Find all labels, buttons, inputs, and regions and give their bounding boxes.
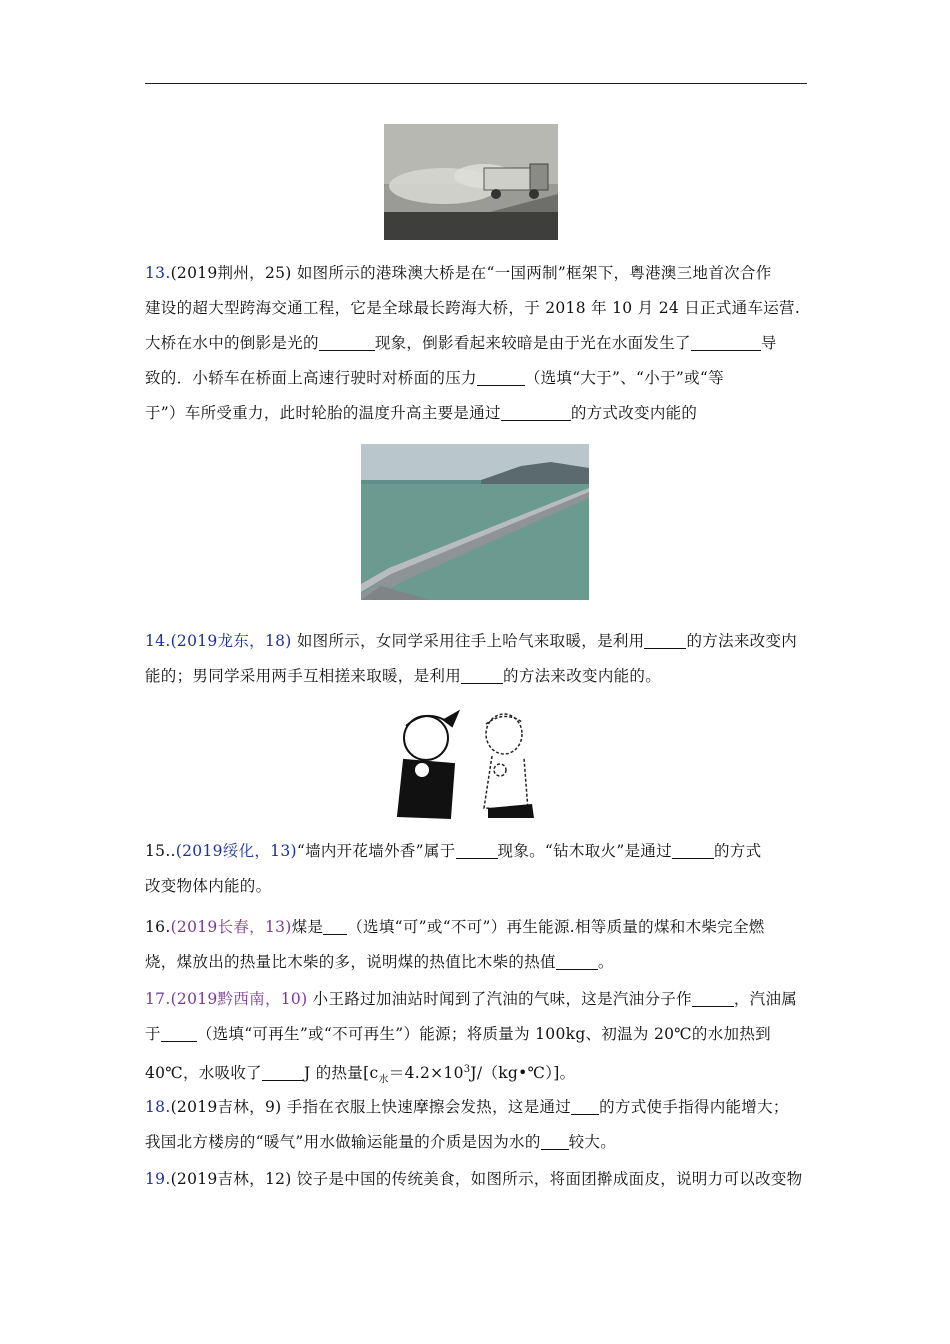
q17-text-3a: 40℃，水吸收了 [145, 1064, 262, 1083]
q18-text-2b: 较大。 [568, 1133, 617, 1151]
q13-line-3 [145, 326, 810, 361]
q16-text-1a: 煤是 [291, 918, 324, 936]
q16-blank-2[interactable] [556, 951, 598, 970]
q13-blank-2[interactable] [691, 332, 761, 351]
question-13 [145, 256, 810, 431]
q13-text-1: 如图所示的港珠澳大桥是在“一国两制”框架下，粤港澳三地首次合作 [296, 264, 772, 282]
question-16 [145, 910, 810, 980]
q14-blank-2[interactable] [461, 665, 503, 684]
q15-blank-2[interactable] [672, 840, 714, 859]
q17-text-2a: 于 [145, 1025, 161, 1043]
q17-text-3c: ＝4.2×10 [388, 1064, 464, 1083]
q13-line-5 [145, 396, 810, 431]
q15-number: 15.. [145, 842, 176, 860]
q16-text-1b: （选填“可”或“不可”）再生能源.相等质量的煤和木柴完全燃 [347, 918, 765, 936]
q18-text-1a: 手指在衣服上快速摩擦会发热，这是通过 [286, 1098, 572, 1116]
q17-line-2 [145, 1017, 810, 1052]
q15-line-2: 改变物体内能的。 [145, 877, 272, 895]
q17-superscript: 3 [463, 1064, 471, 1075]
question-19 [145, 1162, 810, 1197]
q18-source: (2019吉林，9) [170, 1098, 282, 1116]
q13-blank-4[interactable] [501, 402, 571, 421]
q17-number: 17. [145, 990, 171, 1008]
spray-truck-photo [384, 124, 558, 240]
q13-blank-3[interactable] [477, 367, 525, 386]
q15-text-1c: 的方式 [713, 842, 762, 860]
question-18 [145, 1090, 810, 1160]
q17-line-1 [145, 982, 810, 1017]
q18-number: 18. [145, 1098, 171, 1116]
q14-line-1 [145, 624, 810, 659]
q14-text-2a: 能的；男同学采用两手互相搓来取暖，是利用 [145, 667, 462, 685]
q16-line-2 [145, 945, 810, 980]
q15-line-1 [145, 834, 810, 869]
q16-number: 16. [145, 918, 171, 936]
q14-text-2b: 的方法来改变内能的。 [503, 667, 662, 685]
q17-blank-2[interactable] [161, 1023, 197, 1042]
q13-text-4a: 致的．小轿车在桥面上高速行驶时对桥面的压力 [145, 369, 477, 387]
q14-line-2 [145, 659, 810, 694]
q18-text-2a: 我国北方楼房的“暖气”用水做输运能量的介质是因为水的 [145, 1133, 541, 1151]
q13-line-2: 建设的超大型跨海交通工程，它是全球最长跨海大桥，于 2018 年 10 月 24 日正式通车运营. [145, 299, 801, 317]
header-rule [145, 83, 807, 84]
q13-text-4b: （选填“大于”、“小于”或“等 [524, 369, 724, 387]
q17-subscript: 水 [378, 1074, 389, 1086]
q17-text-2b: （选填“可再生”或“不可再生”）能源；将质量为 100kg、初温为 20℃的水加热到 [196, 1025, 771, 1043]
q13-text-3b: 现象，倒影看起来较暗是由于光在水面发生了 [374, 334, 691, 352]
q16-blank-1[interactable] [323, 916, 347, 935]
q19-text-1: 饺子是中国的传统美食，如图所示，将面团擀成面皮，说明力可以改变物 [296, 1170, 803, 1188]
q13-blank-1[interactable] [319, 332, 375, 351]
students-cartoon [392, 708, 552, 820]
q13-text-3c: 导 [760, 334, 777, 352]
q13-text-5a: 于”）车所受重力，此时轮胎的温度升高主要是通过 [145, 404, 501, 422]
q13-source: (2019荆州，25) [170, 264, 292, 282]
question-17 [145, 982, 810, 1097]
q15-blank-1[interactable] [456, 840, 498, 859]
q16-text-2b: 。 [597, 953, 614, 971]
q14-text-1b: 的方法来改变内 [686, 632, 798, 650]
q18-blank-2[interactable] [541, 1131, 569, 1150]
q19-line-1 [145, 1162, 810, 1197]
q19-number: 19. [145, 1170, 171, 1188]
q13-text-5b: 的方式改变内能的 [570, 404, 698, 422]
bridge-photo [361, 444, 589, 600]
q14-source: (2019龙东，18) [170, 632, 292, 650]
q13-number: 13. [145, 264, 171, 282]
q17-blank-1[interactable] [692, 988, 734, 1007]
q17-text-3b: J 的热量[c [303, 1064, 379, 1083]
q18-blank-1[interactable] [571, 1096, 599, 1115]
q17-text-1a: 小王路过加油站时闻到了汽油的气味，这是汽油分子作 [312, 990, 692, 1008]
q18-line-2 [145, 1125, 810, 1160]
q14-blank-1[interactable] [644, 630, 686, 649]
q18-text-1b: 的方式使手指得内能增大； [599, 1098, 789, 1116]
q18-line-1 [145, 1090, 810, 1125]
q13-line-1 [145, 256, 810, 291]
q16-text-2a: 烧，煤放出的热量比木柴的多，说明煤的热值比木柴的热值 [145, 953, 556, 971]
q16-line-1 [145, 910, 810, 945]
question-15 [145, 834, 810, 904]
q19-source: (2019吉林，12) [170, 1170, 292, 1188]
q13-text-3a: 大桥在水中的倒影是光的 [145, 334, 319, 352]
q17-text-1b: ，汽油属 [733, 990, 798, 1008]
q17-text-3d: J/（kg•℃）]。 [470, 1064, 576, 1083]
q15-text-1a: “墙内开花墙外香”属于 [296, 842, 456, 860]
q17-source: (2019黔西南，10) [170, 990, 308, 1008]
q14-number: 14. [145, 632, 171, 650]
q15-text-1b: 现象。“钻木取火”是通过 [497, 842, 672, 860]
q14-text-1a: 如图所示，女同学采用往手上哈气来取暖，是利用 [296, 632, 645, 650]
q15-source: (2019绥化，13) [175, 842, 297, 860]
q16-source: (2019长春，13) [170, 918, 292, 936]
question-14 [145, 624, 810, 694]
q17-blank-3[interactable] [262, 1062, 304, 1081]
q13-line-4 [145, 361, 810, 396]
